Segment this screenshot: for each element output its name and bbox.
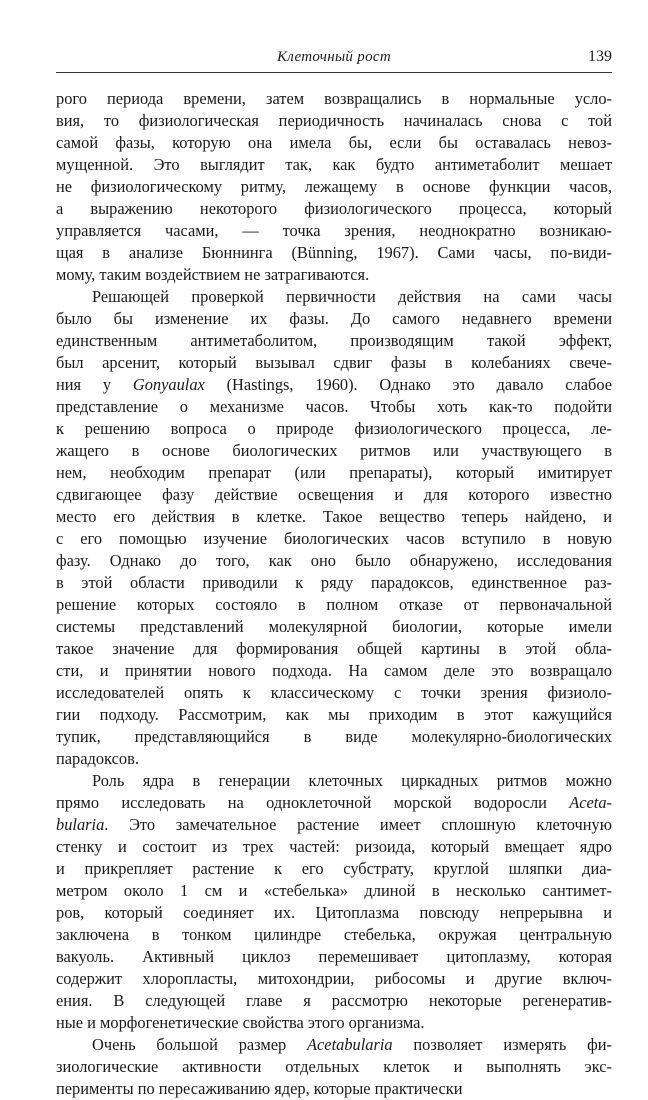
text-segment: гии подходу. Рассмотрим, как мы приходим в этот кажущийся xyxy=(56,705,612,724)
text-segment: Решающей проверкой первичности действия на сами часы xyxy=(92,287,612,306)
text-line xyxy=(56,924,612,946)
text-line xyxy=(56,1056,612,1078)
text-line xyxy=(56,506,612,528)
text-line xyxy=(56,154,612,176)
text-segment: заключена в тонком цилиндре стебелька, окружая центральную xyxy=(56,925,612,944)
text-segment: такое значение для формирования общей картины в этой обла- xyxy=(56,639,612,658)
text-line xyxy=(56,726,612,748)
text-line xyxy=(56,946,612,968)
text-segment: (Hastings, 1960). Однако это давало слабое xyxy=(204,375,612,394)
text-segment: представление о механизме часов. Чтобы хоть как-то подойти xyxy=(56,397,612,416)
text-line xyxy=(56,572,612,594)
italic-term: bularia xyxy=(56,815,105,834)
text-line xyxy=(56,1034,612,1056)
paragraph xyxy=(56,88,612,286)
running-title: Клеточный рост xyxy=(277,49,391,65)
text-line xyxy=(56,638,612,660)
text-segment: позволяет измерять фи- xyxy=(392,1035,612,1054)
text-line xyxy=(56,880,612,902)
text-segment: а выражению некоторого физиологического процесса, который xyxy=(56,199,612,218)
text-segment: зиологические активности отдельных клеток и выполнять экс- xyxy=(56,1057,612,1076)
text-line xyxy=(56,704,612,726)
text-line xyxy=(56,484,612,506)
page-header xyxy=(56,44,612,70)
text-line xyxy=(56,264,612,286)
text-segment: нем, необходим препарат (или препараты), который имитирует xyxy=(56,463,612,482)
text-segment: Роль ядра в генерации клеточных циркадных ритмов можно xyxy=(92,771,612,790)
header-rule xyxy=(56,72,612,73)
text-line xyxy=(56,176,612,198)
italic-term: Gonyaulax xyxy=(132,375,205,394)
italic-term: Acetabularia xyxy=(307,1035,393,1054)
text-segment: с его помощью изучение биологических часов вступило в новую xyxy=(56,529,612,548)
text-segment: перименты по пересаживанию ядер, которые практически xyxy=(56,1079,463,1098)
text-line xyxy=(56,198,612,220)
text-line xyxy=(56,616,612,638)
text-segment: вия, то физиологическая периодичность начиналась снова с той xyxy=(56,111,612,130)
paragraph xyxy=(56,286,612,770)
text-segment: решение которых состояло в полном отказе от первоначальной xyxy=(56,595,612,614)
text-segment: метром около 1 см и «стебелька» длиной в несколько сантимет- xyxy=(56,881,612,900)
paragraph xyxy=(56,770,612,1034)
text-line xyxy=(56,110,612,132)
text-line xyxy=(56,836,612,858)
text-line xyxy=(56,682,612,704)
text-segment: управляется часами, — точка зрения, неоднократно возникаю- xyxy=(56,221,612,240)
text-line xyxy=(56,330,612,352)
text-segment: сдвигающее фазу действие освещения и для которого известно xyxy=(56,485,612,504)
text-line xyxy=(56,308,612,330)
text-segment: было бы изменение их фазы. До самого недавнего времени xyxy=(56,309,612,328)
text-segment: фазу. Однако до того, как оно было обнаружено, исследования xyxy=(56,551,612,570)
text-line xyxy=(56,242,612,264)
text-segment: прямо исследовать на одноклеточной морской водоросли xyxy=(56,793,570,812)
text-segment: единственным антиметаболитом, производящим такой эффект, xyxy=(56,331,612,350)
text-line xyxy=(56,352,612,374)
text-segment: ния у xyxy=(56,375,133,394)
text-segment: ров, который соединяет их. Цитоплазма повсюду непрерывна и xyxy=(56,903,612,922)
text-line xyxy=(56,660,612,682)
text-segment: ения. В следующей главе я рассмотрю некоторые регенератив- xyxy=(56,991,612,1010)
text-segment: самой фазы, которую она имела бы, если бы оставалась невоз- xyxy=(56,133,612,152)
text-line xyxy=(56,220,612,242)
italic-term: Aceta- xyxy=(569,793,612,812)
text-segment: парадоксов. xyxy=(56,749,139,768)
text-line xyxy=(56,990,612,1012)
text-line xyxy=(56,770,612,792)
text-segment: . Это замечательное растение имеет сплошную клеточную xyxy=(104,815,612,834)
text-line xyxy=(56,88,612,110)
text-segment: место его действия в клетке. Такое вещество теперь найдено, и xyxy=(56,507,612,526)
text-segment: жащего в основе биологических ритмов или участвующего в xyxy=(56,441,612,460)
text-segment: сти, и принятии нового подхода. На самом деле это возвращало xyxy=(56,661,612,680)
text-line xyxy=(56,462,612,484)
text-line xyxy=(56,594,612,616)
text-segment: щая в анализе Бюннинга (Bünning, 1967). Сами часы, по-види- xyxy=(56,243,612,262)
text-line xyxy=(56,418,612,440)
text-line xyxy=(56,1078,612,1100)
text-segment: был арсенит, который вызывал сдвиг фазы в колебаниях свече- xyxy=(56,353,612,372)
text-line xyxy=(56,550,612,572)
text-line xyxy=(56,374,612,396)
text-segment: мому, таким воздействием не затрагиваются. xyxy=(56,265,370,284)
text-segment: мущенной. Это выглядит так, как будто антиметаболит мешает xyxy=(56,155,612,174)
text-line xyxy=(56,528,612,550)
text-segment: Очень большой размер xyxy=(92,1035,308,1054)
text-line xyxy=(56,858,612,880)
text-line xyxy=(56,132,612,154)
text-segment: исследователей опять к классическому с точки зрения физиоло- xyxy=(56,683,612,702)
text-segment: стенку и состоит из трех частей: ризоида, который вмещает ядро xyxy=(56,837,612,856)
text-line xyxy=(56,1012,612,1034)
text-line xyxy=(56,814,612,836)
text-segment: ные и морфогенетические свойства этого организма. xyxy=(56,1013,425,1032)
text-segment: к решению вопроса о природе физиологического процесса, ле- xyxy=(56,419,612,438)
text-segment: не физиологическому ритму, лежащему в основе функции часов, xyxy=(56,177,612,196)
text-line xyxy=(56,286,612,308)
text-line xyxy=(56,440,612,462)
text-line xyxy=(56,968,612,990)
paragraph xyxy=(56,1034,612,1100)
text-segment: тупик, представляющийся в виде молекулярно-биологических xyxy=(56,727,612,746)
text-segment: в этой области приводили к ряду парадоксов, единственное раз- xyxy=(56,573,612,592)
text-line xyxy=(56,396,612,418)
text-segment: содержит хлоропласты, митохондрии, рибосомы и другие включ- xyxy=(56,969,612,988)
body-text xyxy=(56,88,612,1100)
page-number: 139 xyxy=(588,48,612,65)
text-line xyxy=(56,902,612,924)
text-line xyxy=(56,748,612,770)
text-segment: и прикрепляет растение к его субстрату, круглой шляпки диа- xyxy=(56,859,612,878)
text-segment: вакуоль. Активный циклоз перемешивает цитоплазму, которая xyxy=(56,947,612,966)
text-segment: системы представлений молекулярной биологии, которые имели xyxy=(56,617,612,636)
text-line xyxy=(56,792,612,814)
text-segment: рого периода времени, затем возвращались в нормальные усло- xyxy=(56,89,612,108)
